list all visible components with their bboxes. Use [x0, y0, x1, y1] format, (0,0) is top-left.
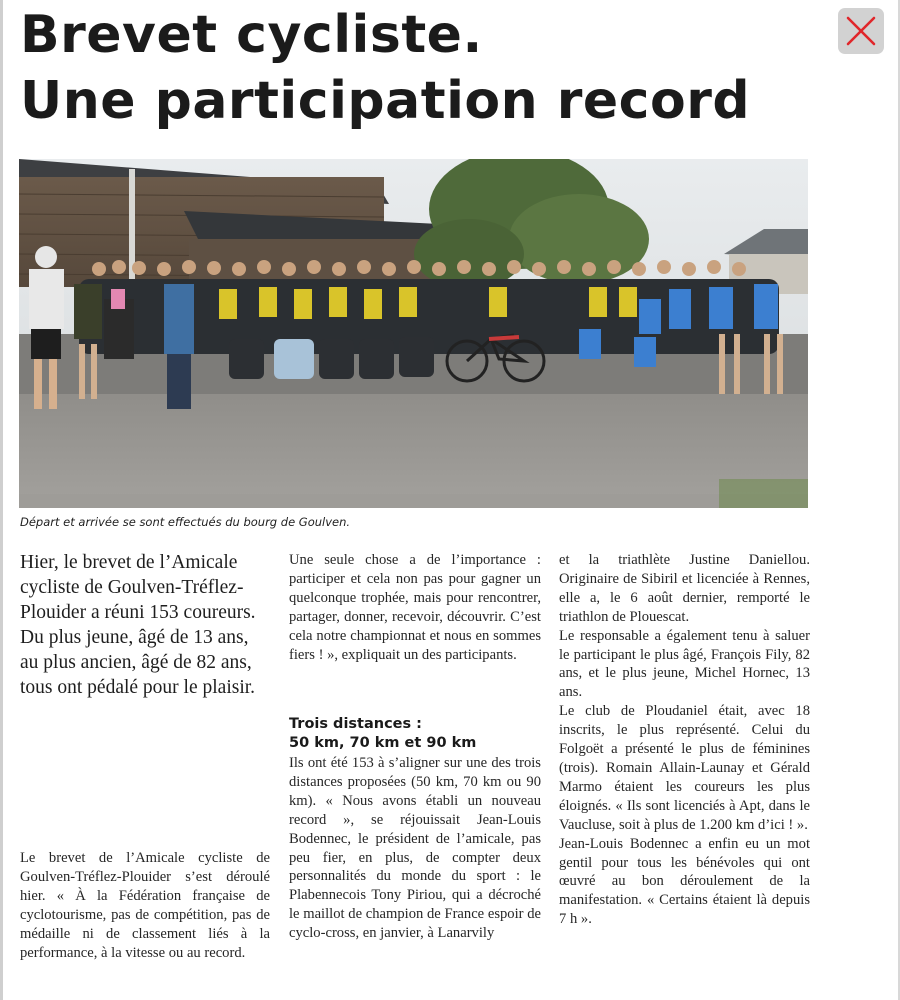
headline-line-2: Une participation record [20, 71, 751, 131]
subheading-line-1: Trois distances : [289, 716, 422, 732]
group-photo [19, 159, 808, 508]
close-x-icon [844, 14, 878, 48]
column-1-text: Le brevet de l’Amicale cycliste de Goulven-Tréflez-Plouider s’est déroulé hier. « À la Fédération française de cyclotourisme, pas de compétition, pas de médaille ni de classement liés à la performance, à la vitesse ou au record. [20, 850, 270, 961]
subheading-line-2: 50 km, 70 km et 90 km [289, 735, 477, 751]
column-2-continued-text: Ils ont été 153 à s’aligner sur une des trois distances proposées (50 km, 70 km ou 90 km). « Nous avons établi un nouveau record », se réjouissait Jean-Louis Bodennec, le président de l’amicale, pas peu fier, en plus, de compter deux personnalités du monde du sport : le Plabennecois Tony Piriou, qui a décroché le maillot de champion de France espoir de cyclo-cross, en janvier, à Lanarvily [289, 755, 541, 942]
article-headline [20, 2, 820, 134]
column-3-paragraph-2: Le responsable a également tenu à saluer le participant le plus âgé, François Fily, 82 ans, et le plus jeune, Michel Hornec, 13 ans. [559, 627, 810, 701]
column-2-text: Une seule chose a de l’importance : participer et cela non pas pour gagner un quelconque trophée, mais pour rencontrer, partager, donner, recevoir, découvrir. C’est cela notre championnat et nous en sommes fiers ! », expliquait un des participants. [289, 552, 541, 663]
section-subheading [289, 715, 541, 753]
column-3 [559, 551, 810, 929]
close-button[interactable] [838, 8, 884, 54]
headline-line-1: Brevet cycliste. [20, 5, 483, 65]
article-lead: Hier, le brevet de l’Amicale cycliste de Goulven-Tréflez-Plouider a réuni 153 coureurs. Du plus jeune, âgé de 13 ans, au plus ancien, âgé de 82 ans, tous ont pédalé pour le plaisir. [20, 552, 256, 698]
photo-caption: Départ et arrivée se sont effectués du bourg de Goulven. [20, 515, 351, 529]
column-3-paragraph-4: Jean-Louis Bodennec a enfin eu un mot gentil pour tous les bénévoles qui ont œuvré au bon déroulement de la manifestation. « Certains étaient là depuis 7 h ». [559, 835, 810, 928]
column-3-paragraph-3: Le club de Ploudaniel était, avec 18 inscrits, le plus représenté. Celui du Folgoët a présenté le plus de féminines (trois). Romain Allain-Launay et Gérald Marmo étaient les coureurs les plus éloignés. « Ils sont licenciés à Apt, dans le Vaucluse, soit à plus de 1.200 km d’ici ! ». [559, 703, 810, 833]
group-photo-illustration [19, 159, 808, 508]
page-left-edge [0, 0, 3, 1000]
column-3-paragraph-1: et la triathlète Justine Daniellou. Originaire de Sibiril et licenciée à Rennes, elle a, le 6 août dernier, remporté le triathlon de Plouescat. [559, 552, 810, 625]
